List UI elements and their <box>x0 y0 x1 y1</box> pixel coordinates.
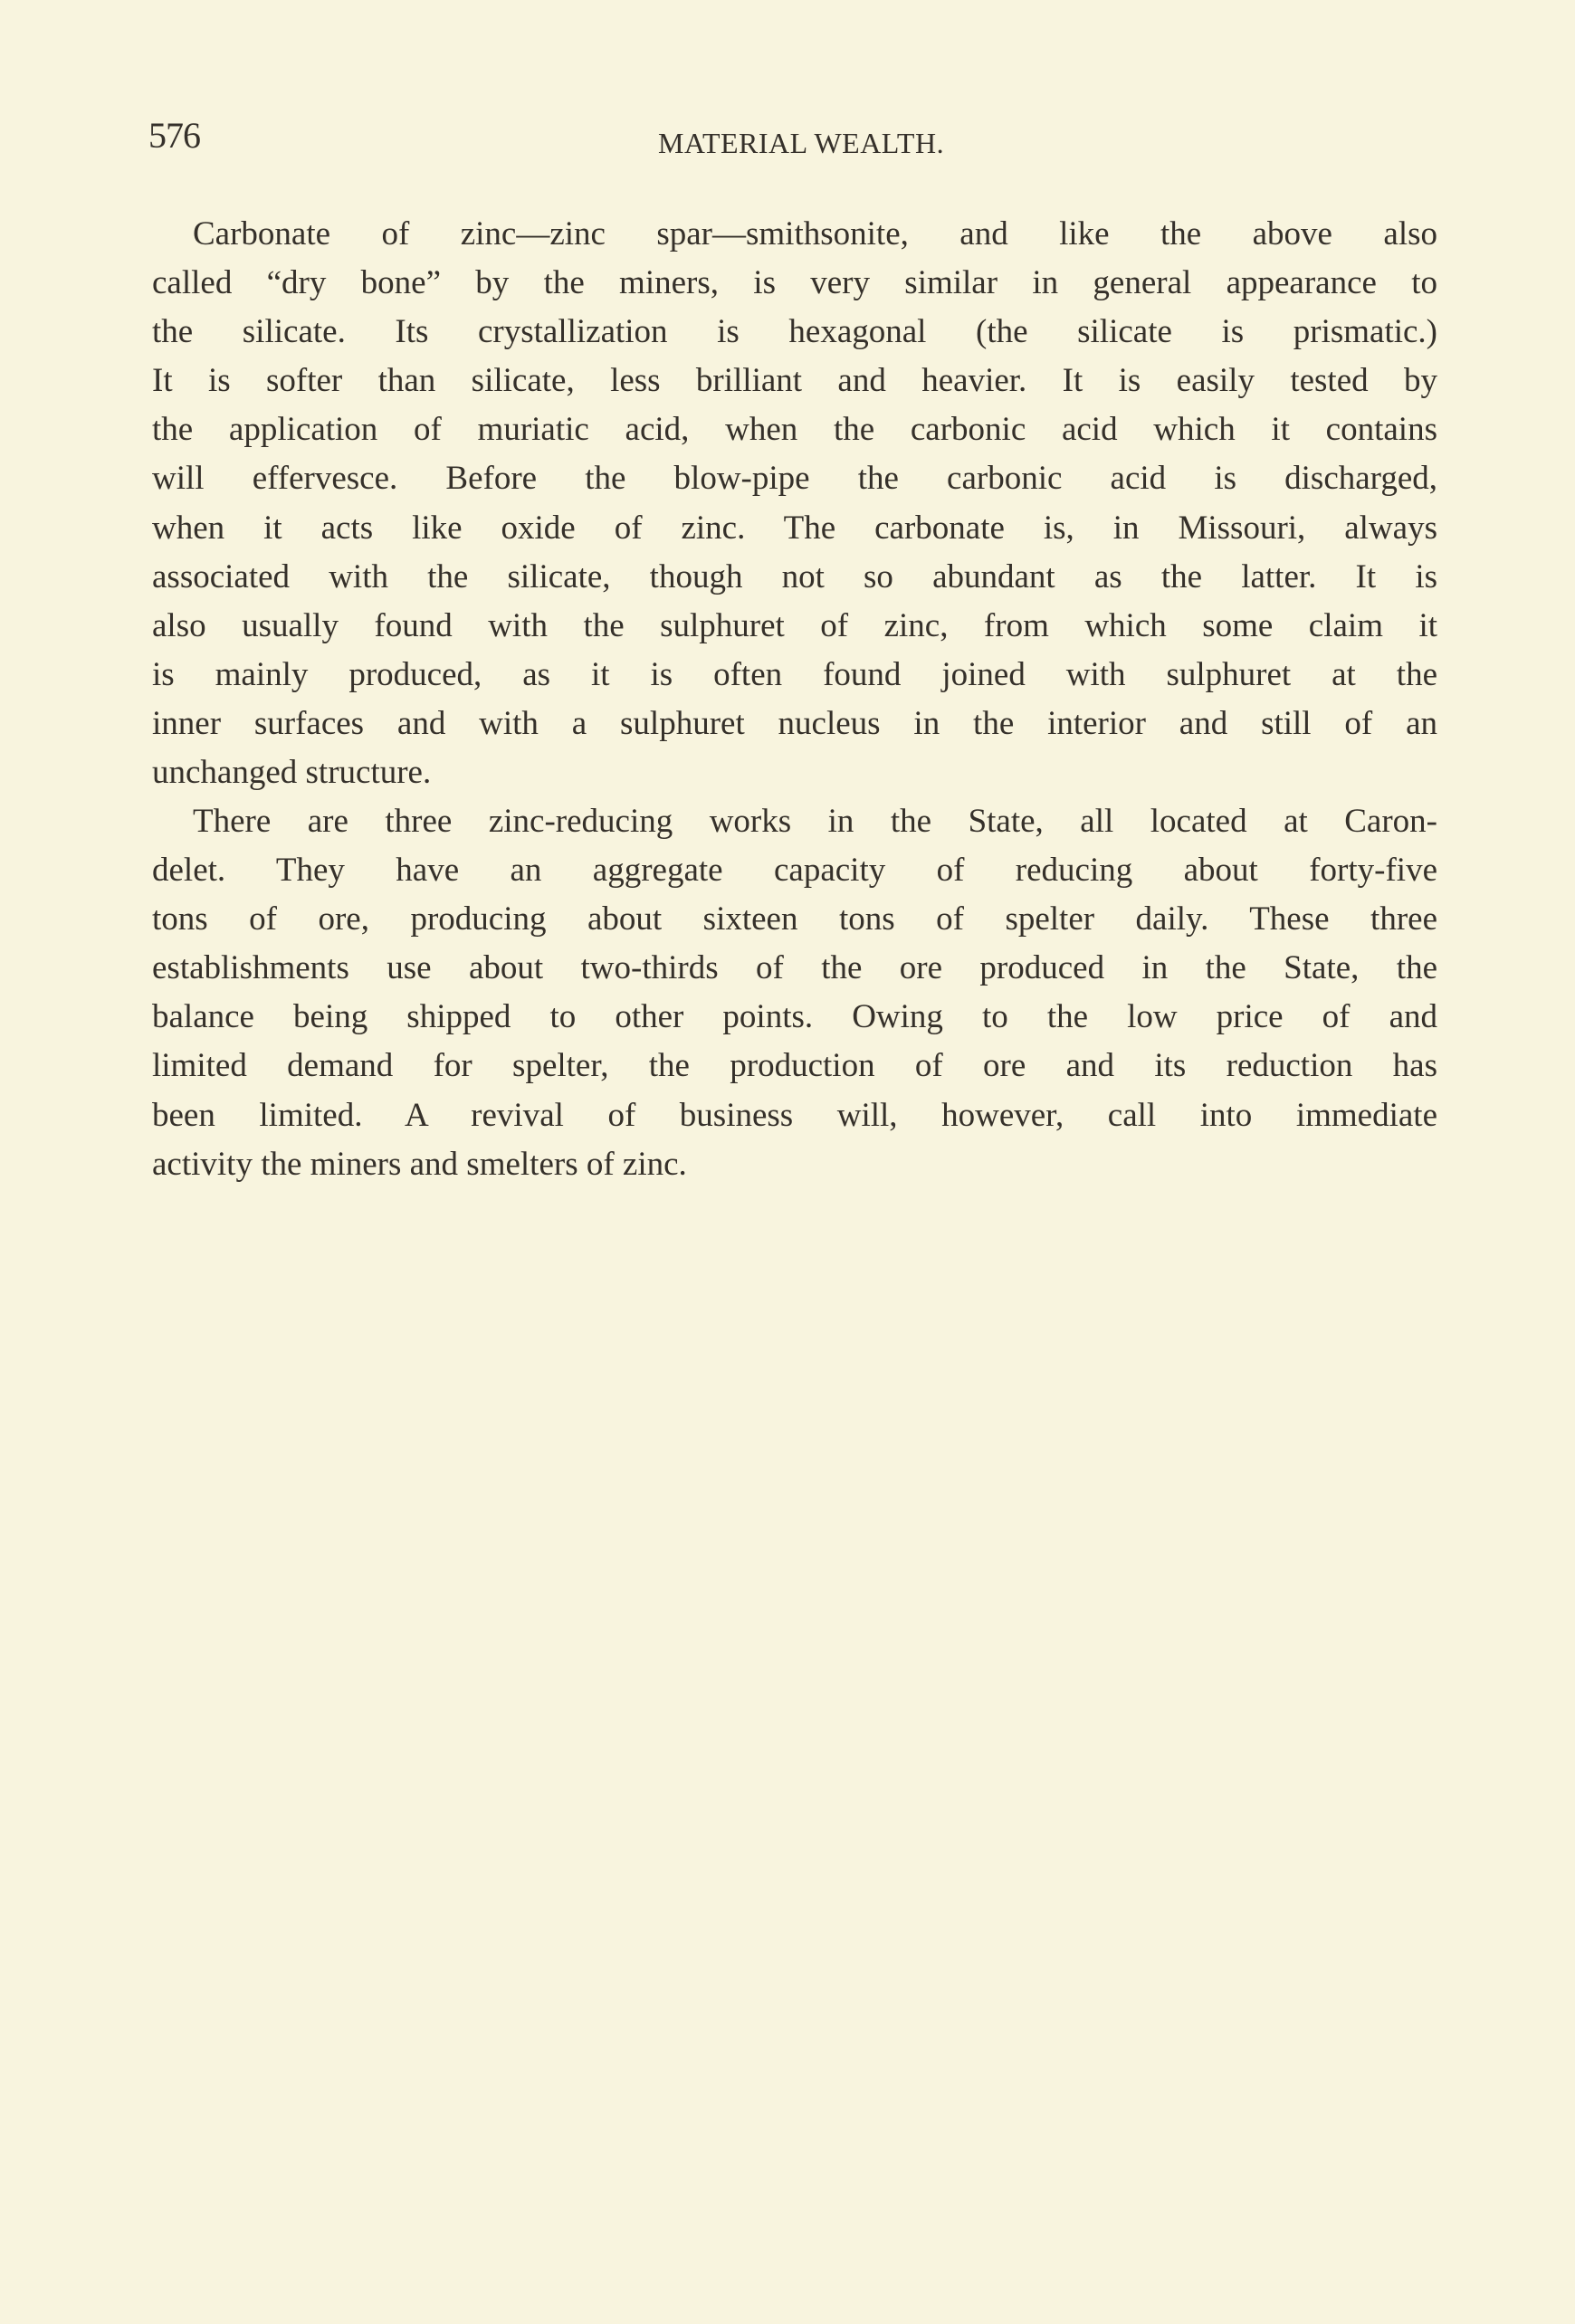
text-line: will effervesce. Before the blow-pipe the carbonic acid is discharged, <box>152 460 1437 498</box>
text-line: limited demand for spelter, the production of ore and its reduction has <box>152 1047 1437 1085</box>
text-line: delet. They have an aggregate capacity of reducing about forty-five <box>152 852 1437 890</box>
text-line: is mainly produced, as it is often found joined with sulphuret at the <box>152 655 1437 693</box>
text-line: been limited. A revival of business will, however, call into immediate <box>152 1096 1437 1134</box>
running-head: MATERIAL WEALTH. <box>657 127 945 159</box>
text-line: It is softer than silicate, less brilliant and heavier. It is easily tested by <box>152 362 1437 400</box>
text-line: activity the miners and smelters of zinc. <box>152 1145 687 1183</box>
text-line: establishments use about two-thirds of the ore produced in the State, the <box>152 949 1437 987</box>
text-line: the application of muriatic acid, when the carbonic acid which it contains <box>152 411 1437 449</box>
text-line: called “dry bone” by the miners, is very similar in general appearance to <box>152 264 1437 302</box>
text-line: also usually found with the sulphuret of zinc, from which some claim it <box>152 606 1437 644</box>
paragraph-zinc-carbonate <box>152 210 1437 797</box>
text-line: when it acts like oxide of zinc. The carbonate is, in Missouri, always <box>152 509 1437 547</box>
page-number: 576 <box>148 115 200 156</box>
paragraph-zinc-works <box>152 797 1437 1189</box>
text-line: There are three zinc-reducing works in the State, all located at Caron- <box>193 803 1437 840</box>
text-line: the silicate. Its crystallization is hexagonal (the silicate is prismatic.) <box>152 313 1437 351</box>
text-line: Carbonate of zinc—zinc spar—smithsonite, and like the above also <box>193 215 1437 252</box>
text-line: tons of ore, producing about sixteen tons of spelter daily. These three <box>152 900 1437 938</box>
text-line: inner surfaces and with a sulphuret nucleus in the interior and still of an <box>152 704 1437 742</box>
text-line: unchanged structure. <box>152 754 432 792</box>
text-line: balance being shipped to other points. Owing to the low price of and <box>152 998 1437 1036</box>
text-line: associated with the silicate, though not so abundant as the latter. It is <box>152 557 1437 595</box>
